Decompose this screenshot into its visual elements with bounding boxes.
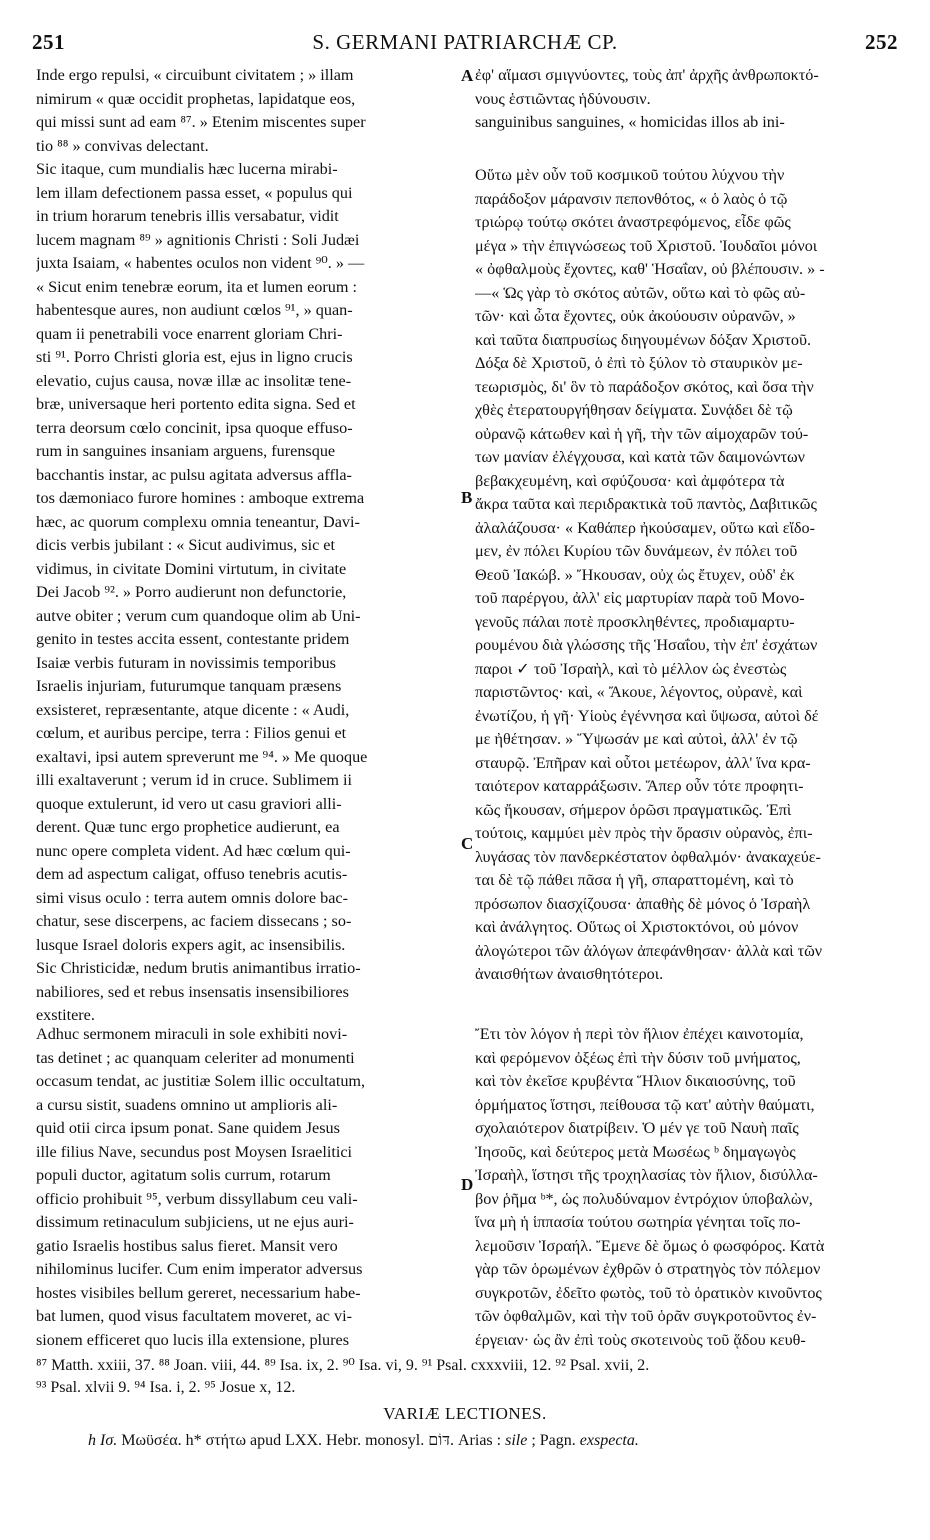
column-marker-d: D	[461, 1175, 474, 1194]
greek-text-line: πρόσωπον διασχίζουσα· ἀπαθὴς δὲ μόνος ὁ Ἰσραὴλ	[475, 894, 811, 913]
latin-text-line: exstitere.	[36, 1006, 95, 1024]
latin-text-line: illi exaltaverunt ; verum id in cruce. Sublimem ii	[36, 771, 353, 789]
variae-lectiones-line	[88, 1432, 639, 1450]
latin-text-line: habentesque aures, non audiunt cœlos ⁹¹, » quan-	[36, 301, 353, 319]
latin-text-line: chatur, sese discerpens, ac faciem dissecans ; so-	[36, 912, 352, 930]
greek-text-line: γενοῦς πάλαι ποτὲ προσκληθέντες, προδιαμαρτυ-	[475, 612, 795, 631]
latin-text-line: autve obiter ; verum cum quandoque olim ab Uni-	[36, 606, 361, 625]
greek-text-line: καὶ ταῦτα διαπρυσίως διηγουμένων δόξαν Χριστοῦ.	[475, 330, 812, 349]
greek-text-line: τούτοις, καμμύει μὲν πρὸς τὴν ὅρασιν οὐρανὸς, ἐπι-	[475, 824, 813, 842]
greek-text-line: ταιότερον καταρράξωσιν. Ἅπερ οὖν τότε προφητι-	[475, 777, 804, 795]
greek-text-line: Οὕτω μὲν οὖν τοῦ κοσμικοῦ τούτου λύχνου τὴν	[475, 166, 785, 184]
greek-text-line: τῶν· καὶ ὦτα ἔχοντες, οὐκ ἀκούουσιν οὐρανῶν, »	[475, 307, 796, 325]
running-title: S. GERMANI PATRIARCHÆ CP.	[312, 30, 618, 54]
latin-text-line: tos dæmoniaco furore homines : amboque extrema	[36, 489, 365, 507]
greek-column-block-2	[475, 1023, 900, 1352]
latin-text-line: dicis verbis jubilant : « Sicut audivimus, sic et	[36, 536, 335, 554]
latin-text-line: derent. Quæ tunc ergo prophetice audierunt, ea	[36, 818, 340, 836]
column-marker-c: C	[461, 834, 474, 853]
greek-text-line: Ἔτι τὸν λόγον ἡ περὶ τὸν ἥλιον ἐπέχει καινοτομία,	[475, 1025, 804, 1043]
latin-text-line: nihilominus lucifer. Cum enim imperator adversus	[36, 1260, 363, 1278]
page-number-right: 252	[865, 30, 898, 54]
variae-lectiones-heading: VARIÆ LECTIONES.	[383, 1404, 547, 1423]
latin-text-line: dissimum retinaculum subjiciens, ut ne ejus auri-	[36, 1213, 354, 1231]
greek-column-block-0	[475, 64, 900, 111]
latin-text-line: exaltavi, ipsi autem spreverunt me ⁹⁴. » Me quoque	[36, 747, 368, 766]
latin-text-line: Sic itaque, cum mundialis hæc lucerna mirabi-	[36, 160, 338, 178]
greek-text-line: « ὀφθαλμοὺς ἔχοντες, καθ' Ἡσαΐαν, οὐ βλέπουσιν. » -	[475, 260, 825, 278]
greek-text-line: σταυρῷ. Ἐπῆραν καὶ οὗτοι μετέωρον, ἀλλ' ἵνα κρα-	[475, 753, 811, 772]
greek-text-line: ρουμένου διὰ γλώσσης τῆς Ἡσαΐου, τὴν ἐπ' ἐσχάτων	[475, 636, 818, 654]
greek-text-line: Θεοῦ Ἰακώβ. » Ἤκουσαν, οὐχ ὡς ἔτυχεν, οὐδ' ἐκ	[475, 565, 795, 584]
greek-text-line: παριστῶντος· καὶ, « Ἄκουε, λέγοντος, οὐρανὲ, καὶ	[475, 683, 803, 701]
variant-b-italic-1: sile	[505, 1432, 528, 1449]
greek-text-line: γὰρ τῶν ὁρωμένων ἐχθρῶν ὁ στρατηγὸς τὸν πόλεμον	[475, 1260, 821, 1278]
greek-text-line: των μανίαν ἐλέγχουσα, καὶ κατὰ τῶν δαιμονώντων	[475, 448, 806, 466]
latin-text-line: bacchantis instar, ac pulsu agitata adversus affla-	[36, 465, 352, 484]
latin-text-line: hostes visibiles bellum gereret, necessarium habe-	[36, 1283, 361, 1302]
greek-text-line: τεωρισμὸς, δι' ὃν τὸ παράδοξον σκότος, καὶ ὅσα τὴν	[475, 377, 814, 396]
greek-text-line: τοῦ παρέργου, ἀλλ' εἰς μαρτυρίαν παρὰ τοῦ Μονο-	[475, 589, 805, 607]
latin-text-line: cœlum, et auribus percipe, terra : Filios genui et	[36, 724, 347, 742]
greek-text-line: ἄκρα ταῦτα καὶ περιδρακτικὰ τοῦ παντὸς, Δαβιτικῶς	[475, 495, 817, 513]
footnote-line-2: ⁹³ Psal. xlvii 9. ⁹⁴ Isa. i, 2. ⁹⁵ Josue x, 12.	[36, 1379, 296, 1396]
column-marker-b: B	[461, 488, 473, 507]
greek-text-line: σχολαιότερον διατρίβειν. Ὁ μέν γε τοῦ Ναυὴ παῖς	[475, 1119, 799, 1137]
greek-text-line: καὶ φερόμενον ὀξέως ἐπὶ τὴν δύσιν τοῦ μνήματος,	[475, 1048, 801, 1067]
greek-text-line: —« Ὡς γὰρ τὸ σκότος αὐτῶν, οὕτω καὶ τὸ φῶς αὐ-	[475, 283, 806, 302]
latin-overflow-text: sanguinibus sanguines, « homicidas illos ab ini-	[475, 113, 785, 131]
latin-text-line: sti ⁹¹. Porro Christi gloria est, ejus in ligno crucis	[36, 348, 353, 366]
latin-text-line: genito in testes accita essent, contestante pridem	[36, 630, 350, 648]
latin-overflow-line	[475, 111, 900, 135]
latin-text-line: « Sicut enim tenebræ eorum, ita et lumen eorum :	[36, 277, 357, 296]
latin-text-line: Isaiæ verbis futuram in novissimis temporibus	[36, 653, 336, 672]
latin-text-line: ille filius Nave, secundus post Moysen Israelitici	[36, 1142, 353, 1161]
variant-b-italic-2: exspecta.	[579, 1432, 639, 1449]
greek-text-line: καὶ τὸν ἐκεῖσε κρυβέντα Ἥλιον δικαιοσύνης, τοῦ	[475, 1072, 796, 1090]
latin-text-line: qui missi sunt ad eam ⁸⁷. » Etenim miscentes super	[36, 113, 366, 131]
latin-text-line: Dei Jacob ⁹². » Porro audierunt non defunctorie,	[36, 583, 347, 601]
latin-text-line: nunc opere completa vident. Ad hæc cœlum qui-	[36, 841, 351, 860]
latin-text-line: populi ductor, agitatum solis currum, rotarum	[36, 1166, 331, 1184]
latin-text-line: exsisteret, repræsentante, atque dicente : « Audi,	[36, 700, 350, 719]
greek-text-line: βεβακχευμένη, καὶ σφύζουσα· καὶ ἀμφότερα τὰ	[475, 471, 785, 490]
greek-text-line: ἀναισθήτων ἀναισθητότεροι.	[475, 965, 664, 983]
footnote-line-1: ⁸⁷ Matth. xxiii, 37. ⁸⁸ Joan. viii, 44. ⁸⁹ Isa. ix, 2. ⁹⁰ Isa. vi, 9. ⁹¹ Psal. cxxxviii, 12. ⁹² Psal. xvii, 2.	[36, 1357, 650, 1374]
latin-text-line: bat lumen, quod visus facultatem moveret, ac vi-	[36, 1307, 353, 1325]
greek-text-line: μέγα » τὴν ἐπιγνώσεως τοῦ Χριστοῦ. Ἰουδαῖοι μόνοι	[475, 236, 818, 255]
greek-text-line: μεν, ἐν πόλει Κυρίου τῶν δυνάμεων, ἐν πόλει τοῦ	[475, 542, 798, 560]
latin-text-line: quid otii circa ipsum ponat. Sane quidem Jesus	[36, 1119, 340, 1137]
latin-text-line: in trium horarum tenebris illis versabatur, vidit	[36, 207, 339, 225]
latin-text-line: dem ad aspectum caligat, offuso tenebris acutis-	[36, 865, 348, 883]
latin-text-line: quam ii penetrabili voce enarrent gloriam Chri-	[36, 324, 343, 343]
latin-text-line: officio prohibuit ⁹⁵, verbum dissyllabum ceu vali-	[36, 1189, 358, 1208]
greek-text-line: ἀλαλάζουσα· « Καθάπερ ἠκούσαμεν, οὕτω καὶ εἴδο-	[475, 518, 815, 537]
greek-text-line: παράδοξον μάρανσιν πεπονθότος, « ὁ λαὸς ὁ τῷ	[475, 189, 788, 208]
variant-b-text-2: ; Pagn.	[527, 1432, 580, 1449]
latin-text-line: Inde ergo repulsi, « circuibunt civitatem ; » illam	[36, 66, 354, 84]
greek-text-line: ἐφ' αἵμασι σμιγνύοντες, τοὺς ἀπ' ἀρχῆς ἀνθρωποκτό-	[475, 66, 819, 84]
latin-text-line: tio ⁸⁸ » convivas delectant.	[36, 136, 209, 155]
latin-text-line: occasum tendat, ac justitiæ Solem illic occultatum,	[36, 1072, 366, 1090]
variant-a-text: Μωϋσέα.	[117, 1432, 186, 1449]
latin-column-block-1	[36, 64, 466, 1028]
latin-text-line: terra deorsum cœlo concinit, ipsa quoque effuso-	[36, 418, 353, 437]
latin-text-line: juxta Isaiam, « habentes oculos non vident ⁹⁰. » —	[36, 254, 365, 272]
greek-text-line: ἀλογώτεροι τῶν ἀλόγων ἀπεφάνθησαν· ἀλλὰ καὶ τῶν	[475, 941, 823, 960]
variant-a-label: h Ισ.	[88, 1432, 118, 1449]
latin-text-line: quoque extulerunt, id vero ut casu graviori alli-	[36, 794, 342, 813]
greek-text-line: Ἰησοῦς, καὶ δεύτερος μετὰ Μωσέως ᵇ δημαγωγὸς	[475, 1142, 796, 1161]
greek-text-line: συγκροτῶν, ἐδεῖτο φωτὸς, τοῦ τὸ ὁρατικὸν κινοῦντος	[475, 1283, 822, 1302]
latin-text-line: a cursu sistit, suadens omnino ut amplioris ali-	[36, 1095, 338, 1114]
greek-text-line: ἵνα μὴ ἡ ἱππασία τούτου σωτηρία γένηται τοῖς πο-	[475, 1213, 801, 1231]
greek-text-line: παροι ✓ τοῦ Ἰσραὴλ, καὶ τὸ μέλλον ὡς ἐνεστὼς	[475, 659, 787, 678]
column-marker-a: A	[461, 66, 474, 85]
latin-text-line: tas detinet ; ac quanquam celeriter ad monumenti	[36, 1048, 355, 1067]
greek-text-line: ται δὲ τῷ πάθει πᾶσα ἡ γῆ, σπαραττομένη, καὶ τὸ	[475, 871, 794, 889]
greek-column-block-1	[475, 164, 900, 987]
latin-text-line: elevatio, cujus causa, novæ illæ ac insolitæ tene-	[36, 371, 352, 390]
latin-text-line: Adhuc sermonem miraculi in sole exhibiti novi-	[36, 1025, 348, 1043]
latin-text-line: vidimus, in civitate Domini virtutum, in civitate	[36, 559, 347, 578]
latin-text-line: lucem magnam ⁸⁹ » agnitionis Christi : Soli Judæi	[36, 230, 360, 249]
latin-text-line: Israelis injuriam, futurumque tanquam præsens	[36, 677, 342, 695]
latin-text-line: nabiliores, sed et rebus insensatis insensibiliores	[36, 982, 349, 1001]
greek-text-line: Ἰσραὴλ, ἵστησι τῆς τροχηλασίας τὸν ἥλιον, δισύλλα-	[475, 1166, 818, 1184]
greek-text-line: καὶ ἀνάλγητος. Οὕτως οἱ Χριστοκτόνοι, οὐ μόνον	[475, 918, 799, 936]
greek-text-line: οὐρανῷ κάτωθεν καὶ ἡ γῆ, τὴν τῶν αἱμοχαρῶν τού-	[475, 424, 809, 443]
latin-text-line: nimirum « quæ occidit prophetas, lapidatque eos,	[36, 89, 356, 108]
latin-text-line: lusque Israel doloris expers agit, ac insensibilis.	[36, 935, 346, 954]
greek-text-line: βον ῥῆμα ᵇ*, ὡς πολυδύναμον ἐντρόχιον ὑποβαλὼν,	[475, 1189, 813, 1208]
variant-b-text: στήτω apud LXX. Hebr. monosyl. דּוֹם. Arias :	[201, 1432, 506, 1449]
page-header	[32, 30, 898, 60]
latin-text-line: Sic Christicidæ, nedum brutis animantibus irratio-	[36, 959, 361, 977]
footnotes	[36, 1355, 906, 1399]
greek-text-line: τῶν ὀφθαλμῶν, καὶ τὴν τοῦ ὁρᾶν συγκροτοῦντος ἐν-	[475, 1307, 817, 1325]
greek-text-line: Δόξα δὲ Χριστοῦ, ὁ ἐπὶ τὸ ξύλον τὸ σταυρικὸν με-	[475, 354, 803, 372]
greek-text-line: έργειαν· ὡς ἂν ἐπὶ τοὺς σκοτεινοὺς τοῦ ᾅδου κευθ-	[475, 1330, 806, 1349]
latin-text-line: rum in sanguines insaniam arguens, furensque	[36, 442, 336, 460]
greek-text-line: τριώρῳ τούτῳ σκότει ἀναστρεφόμενος, εἶδε φῶς	[475, 213, 791, 231]
greek-text-line: κῶς ἤκουσαν, σήμερον ὁρῶσι πραγματικῶς. Ἐπὶ	[475, 800, 792, 819]
latin-column-block-2	[36, 1023, 466, 1352]
greek-text-line: με ἠθέτησαν. » Ὕψωσάν με καὶ αὐτοὶ, ἀλλ' ἐν τῷ	[475, 730, 798, 748]
greek-text-line: νους ἑστιῶντας ἡδύνουσιν.	[475, 89, 651, 108]
variant-b-label: h*	[185, 1432, 202, 1449]
latin-text-line: simi visus oculo : terra autem omnis dolore bac-	[36, 888, 348, 907]
latin-text-line: bræ, universaque heri portento edita signa. Sed et	[36, 395, 356, 413]
greek-text-line: ὁρμήματος ἵστησι, πείθουσα τῷ κατ' αὐτὴν θαύματι,	[475, 1095, 815, 1114]
latin-text-line: hæc, ac quorum complexu omnia teneantur, Davi-	[36, 512, 360, 531]
greek-text-line: λεμοῦσιν Ἰσραήλ. Ἔμενε δὲ ὅμως ὁ φωσφόρος. Κατὰ	[475, 1236, 825, 1255]
latin-text-line: gatio Israelis hostibus salus fieret. Mansit vero	[36, 1236, 338, 1255]
page-number-left: 251	[32, 30, 65, 54]
greek-text-line: λυγάσας τὸν πανδερκέστατον ὀφθαλμόν· ἀνακαχεύε-	[475, 847, 821, 866]
greek-text-line: χθὲς ἐτερατουργήθησαν δείγματα. Συνᾴδει δὲ τῷ	[475, 401, 793, 419]
latin-text-line: lem illam defectionem passa esset, « populus qui	[36, 183, 353, 202]
greek-text-line: ἐνωτίζου, ἡ γῆ· Υἱοὺς ἐγέννησα καὶ ὕψωσα, αὐτοὶ δέ	[475, 706, 819, 725]
latin-text-line: sionem efficeret quo lucis illa extensione, plures	[36, 1330, 350, 1349]
